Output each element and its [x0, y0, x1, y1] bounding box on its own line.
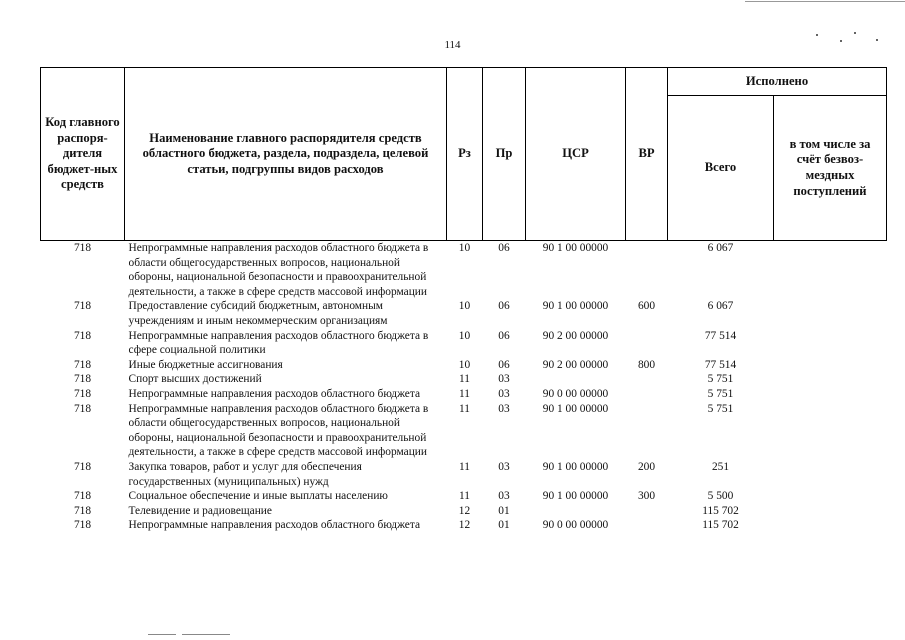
cell-csr: 90 2 00 00000 — [542, 358, 609, 371]
cell-total: 6 067 — [707, 242, 734, 254]
cell-including — [774, 241, 887, 300]
table-row — [41, 387, 887, 402]
cell-code: 718 — [73, 358, 92, 371]
cell-name: Непрограммные направления расходов областного бюджета в области общегосударственных вопросов, национальной обороны, национальной безопасности и правоохранительной деятельности, а также в сфере средств массовой информации — [128, 402, 429, 459]
cell-code: 718 — [73, 519, 92, 532]
cell-pr: 03 — [498, 460, 510, 473]
table-row — [41, 460, 887, 489]
cell-code: 718 — [73, 504, 92, 517]
cell-csr: 90 1 00 00000 — [542, 242, 609, 254]
cell-csr: 90 0 00 00000 — [542, 519, 609, 532]
page-number: 114 — [444, 39, 461, 51]
cell-pr: 06 — [498, 300, 510, 313]
cell-csr: 90 2 00 00000 — [542, 329, 609, 342]
header-vr: ВР — [626, 68, 668, 241]
cell-total: 5 751 — [707, 373, 734, 386]
table-row — [41, 489, 887, 504]
cell-name: Непрограммные направления расходов областного бюджета — [128, 387, 421, 400]
cell-vr — [626, 372, 668, 387]
cell-including — [774, 460, 887, 489]
budget-table — [40, 67, 887, 533]
cell-rz: 12 — [458, 519, 471, 532]
cell-pr: 01 — [498, 519, 510, 532]
table-row — [41, 402, 887, 460]
cell-csr: 90 1 00 00000 — [542, 300, 609, 313]
cell-rz: 11 — [459, 460, 470, 473]
cell-rz: 11 — [459, 490, 470, 503]
cell-code: 718 — [73, 373, 92, 386]
table-row — [41, 241, 887, 300]
cell-csr — [526, 372, 626, 387]
header-rz: Рз — [447, 68, 483, 241]
cell-total: 5 751 — [707, 387, 734, 400]
cell-rz: 10 — [458, 329, 471, 342]
cell-total: 5 500 — [707, 490, 734, 503]
table-row — [41, 358, 887, 373]
cell-name: Непрограммные направления расходов областного бюджета — [128, 519, 421, 532]
cell-total: 251 — [711, 460, 730, 473]
cell-name: Непрограммные направления расходов областного бюджета в сфере социальной политики — [128, 329, 429, 357]
cell-including — [774, 329, 887, 358]
cell-including — [774, 372, 887, 387]
cell-including — [774, 489, 887, 504]
cell-rz: 12 — [458, 504, 471, 517]
cell-rz: 10 — [458, 242, 471, 254]
cell-code: 718 — [73, 387, 92, 400]
cell-pr: 01 — [498, 504, 510, 517]
table-row — [41, 504, 887, 519]
cell-vr: 300 — [637, 490, 656, 503]
table-body — [41, 241, 887, 533]
cell-code: 718 — [73, 242, 92, 254]
cell-total: 6 067 — [707, 300, 734, 313]
cell-vr: 200 — [637, 460, 656, 473]
cell-csr: 90 0 00 00000 — [542, 387, 609, 400]
cell-pr: 03 — [498, 373, 510, 386]
scan-top-rule — [745, 1, 905, 2]
header-pr: Пр — [483, 68, 526, 241]
cell-code: 718 — [73, 460, 92, 473]
cell-vr — [626, 518, 668, 533]
cell-csr: 90 1 00 00000 — [542, 460, 609, 473]
cell-vr — [626, 387, 668, 402]
cell-code: 718 — [73, 490, 92, 503]
cell-including — [774, 402, 887, 460]
cell-vr — [626, 329, 668, 358]
cell-name: Спорт высших достижений — [128, 373, 262, 386]
cell-rz: 11 — [459, 402, 470, 415]
cell-rz: 10 — [458, 300, 471, 313]
cell-including — [774, 299, 887, 328]
cell-total: 77 514 — [704, 358, 737, 371]
cell-code: 718 — [73, 402, 92, 415]
scan-bottom-rule — [182, 634, 230, 635]
cell-vr: 800 — [637, 358, 656, 371]
header-including: в том числе за счёт безвоз-мездных поступлений — [774, 96, 887, 241]
table-row — [41, 518, 887, 533]
cell-csr — [526, 504, 626, 519]
cell-rz: 11 — [459, 373, 470, 386]
cell-total: 115 702 — [702, 519, 739, 532]
cell-pr: 06 — [498, 242, 510, 254]
header-total: Всего — [668, 96, 774, 241]
cell-including — [774, 387, 887, 402]
cell-total: 77 514 — [704, 329, 737, 342]
cell-pr: 06 — [498, 329, 510, 342]
cell-name: Иные бюджетные ассигнования — [128, 358, 283, 371]
cell-including — [774, 504, 887, 519]
cell-name: Закупка товаров, работ и услуг для обеспечения государственных (муниципальных) нужд — [128, 460, 362, 488]
table-row — [41, 299, 887, 328]
cell-including — [774, 518, 887, 533]
cell-csr: 90 1 00 00000 — [542, 402, 609, 415]
header-csr: ЦСР — [526, 68, 626, 241]
cell-code: 718 — [73, 329, 92, 342]
cell-rz: 11 — [459, 387, 470, 400]
cell-name: Непрограммные направления расходов областного бюджета в области общегосударственных вопросов, национальной обороны, национальной безопасности и правоохранительной деятельности, а также в сфере средств массовой информации — [128, 242, 429, 298]
cell-pr: 03 — [498, 490, 510, 503]
header-name: Наименование главного распорядителя средств областного бюджета, раздела, подраздела, целевой статьи, подгруппы видов расходов — [125, 68, 447, 241]
cell-vr: 600 — [637, 300, 656, 313]
cell-name: Предоставление субсидий бюджетным, автономным учреждениям и иным некоммерческим организациям — [128, 300, 388, 327]
cell-vr — [626, 241, 668, 300]
cell-including — [774, 358, 887, 373]
cell-csr: 90 1 00 00000 — [542, 490, 609, 503]
cell-pr: 06 — [498, 358, 510, 371]
cell-total: 5 751 — [707, 402, 734, 415]
cell-vr — [626, 504, 668, 519]
cell-vr — [626, 402, 668, 460]
cell-code: 718 — [73, 300, 92, 313]
table-header — [41, 68, 887, 241]
cell-total: 115 702 — [702, 504, 739, 517]
cell-pr: 03 — [498, 387, 510, 400]
header-code: Код главного распоря-дителя бюджет-ных средств — [41, 68, 125, 241]
scan-bottom-rule — [148, 634, 176, 635]
table-row — [41, 372, 887, 387]
cell-name: Телевидение и радиовещание — [128, 504, 272, 517]
header-executed: Исполнено — [668, 68, 887, 96]
table-row — [41, 329, 887, 358]
cell-pr: 03 — [498, 402, 510, 415]
cell-name: Социальное обеспечение и иные выплаты населению — [128, 490, 388, 503]
cell-rz: 10 — [458, 358, 471, 371]
